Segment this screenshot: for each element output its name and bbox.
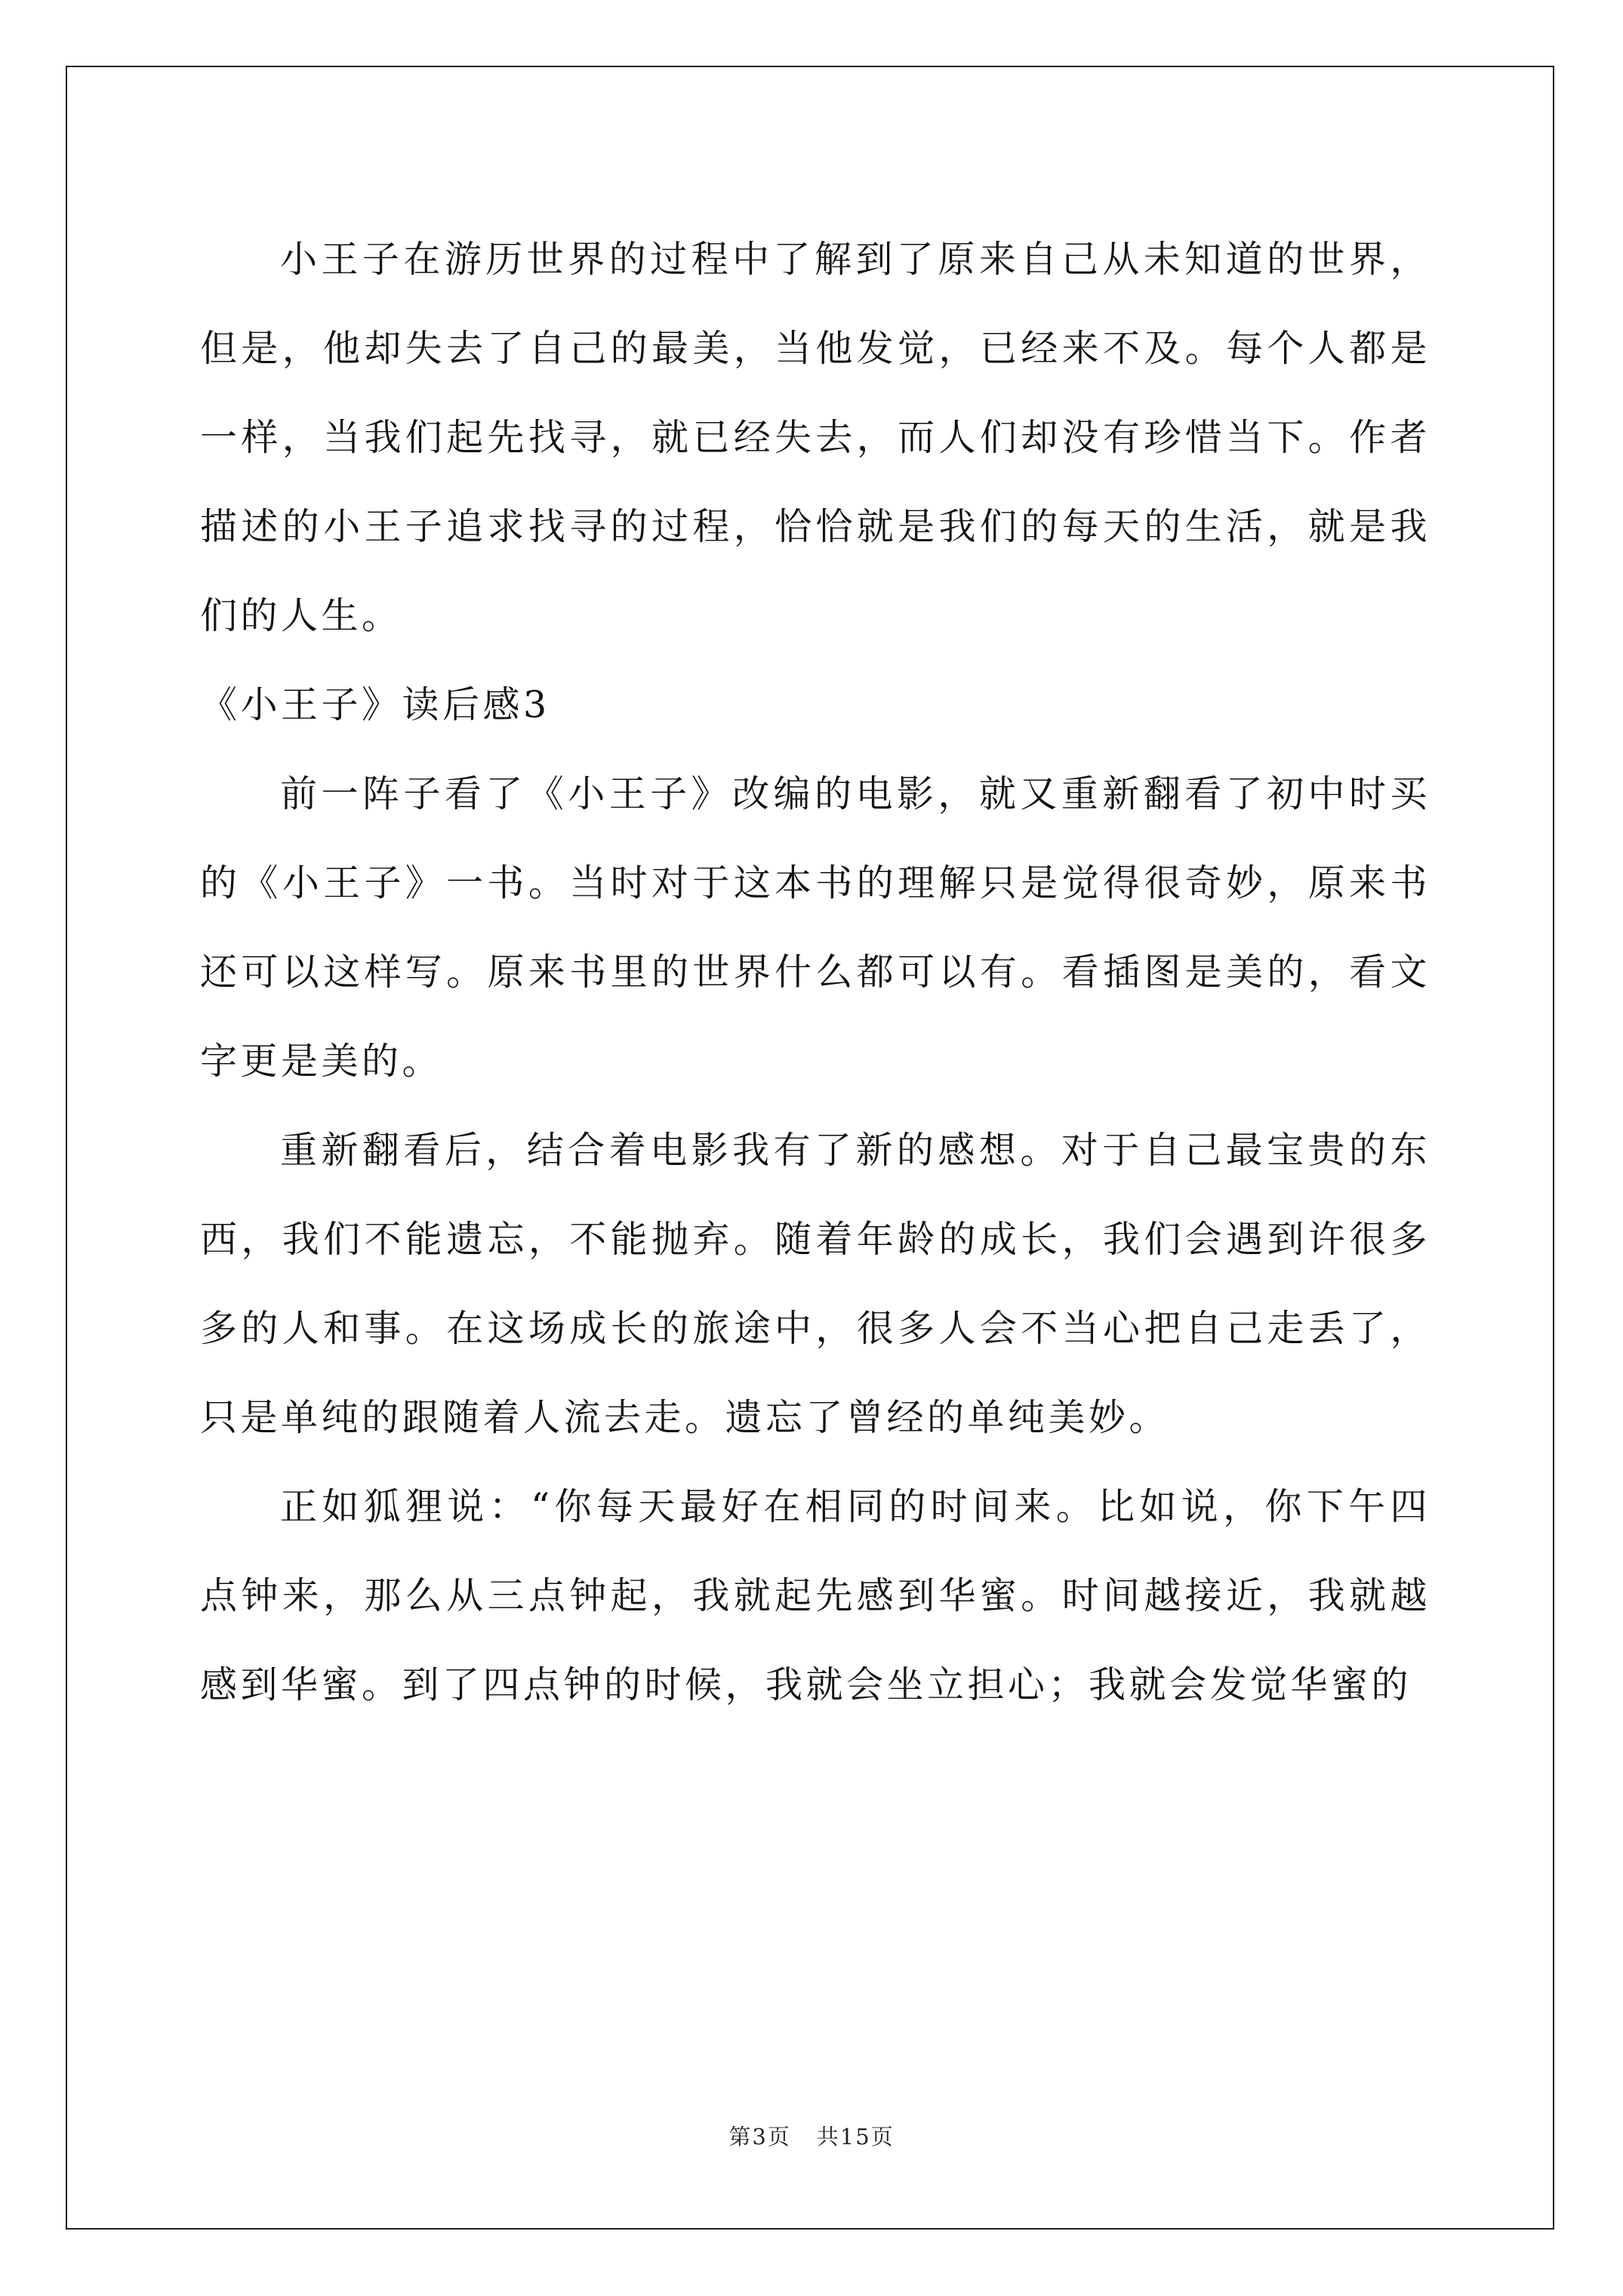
paragraph: 重新翻看后，结合着电影我有了新的感想。对于自己最宝贵的东西，我们不能遗忘，不能抛弃。随着年龄的成长，我们会遇到许很多多的人和事。在这场成长的旅途中，很多人会不当心把自己走丢了，只是单纯的跟随着人流去走。遗忘了曾经的单纯美妙。 <box>200 1129 1431 1439</box>
document-body <box>200 215 1431 1730</box>
section-heading: 《小王子》读后感3 <box>200 683 550 726</box>
paragraph: 正如狐狸说：“你每天最好在相同的时间来。比如说，你下午四点钟来，那么从三点钟起，我就起先感到华蜜。时间越接近，我就越感到华蜜。到了四点钟的时候，我就会坐立担心；我就会发觉华蜜的 <box>200 1485 1431 1706</box>
page-total: 共15页 <box>816 2124 895 2150</box>
page-number: 第3页 <box>728 2124 791 2150</box>
paragraph: 前一阵子看了《小王子》改编的电影，就又重新翻看了初中时买的《小王子》一书。当时对于这本书的理解只是觉得很奇妙，原来书还可以这样写。原来书里的世界什么都可以有。看插图是美的，看文字更是美的。 <box>200 772 1431 1083</box>
page-footer <box>0 2120 1623 2151</box>
paragraph: 小王子在游历世界的过程中了解到了原来自己从未知道的世界，但是，他却失去了自己的最美，当他发觉，已经来不及。每个人都是一样，当我们起先找寻，就已经失去，而人们却没有珍惜当下。作者描述的小王子追求找寻的过程，恰恰就是我们的每天的生活，就是我们的人生。 <box>200 238 1431 637</box>
